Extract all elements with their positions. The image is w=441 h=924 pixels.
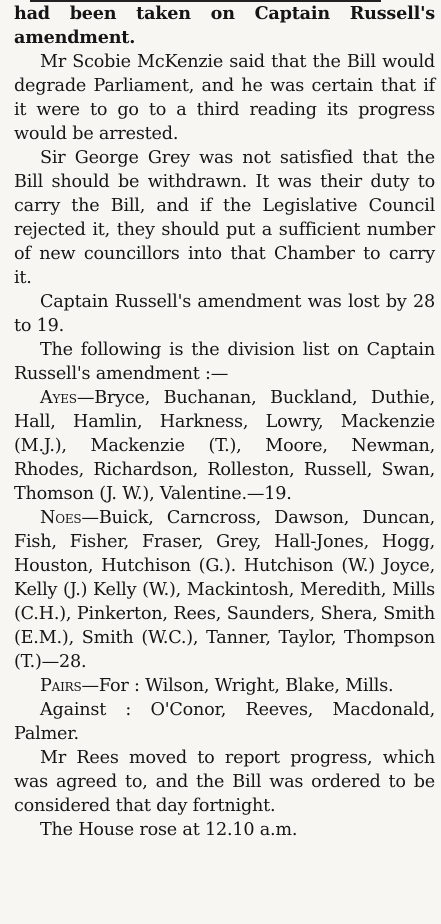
pairs-against-list: Against : O'Conor, Reeves, Macdonald, Palmer. bbox=[14, 700, 435, 744]
paragraph-continuation: had been taken on Captain Russell's amendment. bbox=[14, 3, 435, 48]
paragraph-division-intro: The following is the division list on Captain Russell's amendment :— bbox=[14, 340, 435, 384]
paragraph-house-rose: The House rose at 12.10 a.m. bbox=[40, 820, 298, 840]
pairs-for-names: —For : Wilson, Wright, Blake, Mills. bbox=[81, 676, 394, 696]
ayes-label: Ayes bbox=[40, 388, 77, 408]
column-rule bbox=[30, 0, 381, 2]
noes-label: Noes bbox=[40, 508, 82, 528]
pairs-list bbox=[14, 674, 435, 698]
paragraph-mckenzie: Mr Scobie McKenzie said that the Bill would degrade Parliament, and he was certain that if it were to go to a third reading its progress would be arrested. bbox=[14, 52, 435, 144]
ayes-list bbox=[14, 386, 435, 506]
paragraph-amendment-result: Captain Russell's amendment was lost by 28 to 19. bbox=[14, 292, 435, 336]
noes-names: —Buick, Carncross, Dawson, Duncan, Fish, Fisher, Fraser, Grey, Hall-Jones, Hogg, Houston, Hutchison (G.). Hutchison (W.) Joyce, Kelly (J.) Kelly (W.), Mackintosh, Meredith, Mills (C.H.), Pinkerton, Rees, Saunders, Shera, Smith (E.M.), Smith (W.C.), Tanner, Taylor, Thompson (T.)—28. bbox=[14, 508, 435, 672]
ayes-names: —Bryce, Buchanan, Buckland, Duthie, Hall, Hamlin, Harkness, Lowry, Mackenzie (M.J.), Mackenzie (T.), Moore, Newman, Rhodes, Richardson, Rolleston, Russell, Swan, Thomson (J. W.), Valentine.—19. bbox=[14, 388, 435, 504]
paragraph-report-progress: Mr Rees moved to report progress, which was agreed to, and the Bill was ordered to be considered that day fortnight. bbox=[14, 748, 435, 816]
paragraph-grey: Sir George Grey was not satisfied that the Bill should be withdrawn. It was their duty to carry the Bill, and if the Legislative Council rejected it, they should put a sufficient number of new councillors into that Chamber to carry it. bbox=[14, 148, 435, 288]
pairs-label: Pairs bbox=[40, 676, 82, 696]
noes-list bbox=[14, 506, 435, 674]
